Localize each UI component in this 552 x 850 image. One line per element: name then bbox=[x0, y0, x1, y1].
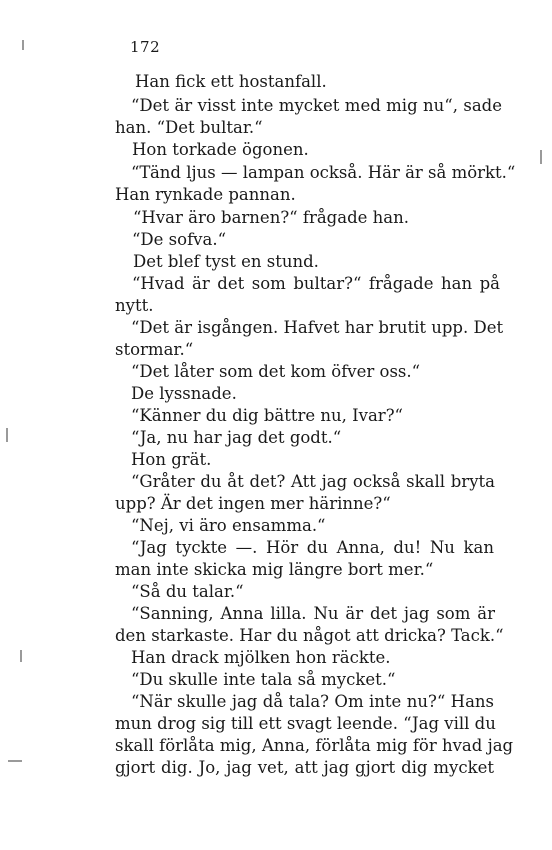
text-line: “Gråter du åt det? Att jag också skall bryta bbox=[131, 472, 495, 491]
page-number: 172 bbox=[130, 38, 161, 56]
text-line: skall förlåta mig, Anna, förlåta mig för hvad jag bbox=[115, 736, 514, 755]
scan-speck bbox=[8, 760, 22, 762]
text-line: nytt. bbox=[115, 296, 154, 315]
text-line: Han rynkade pannan. bbox=[115, 185, 296, 204]
text-line: “Det är isgången. Hafvet har brutit upp. Det bbox=[131, 318, 504, 337]
text-line: upp? Är det ingen mer härinne?“ bbox=[115, 494, 391, 513]
text-line: den starkaste. Har du något att dricka? Tack.“ bbox=[115, 626, 504, 645]
text-line: Han fick ett hostanfall. bbox=[135, 72, 327, 91]
text-line: han. “Det bultar.“ bbox=[115, 118, 263, 137]
text-line: “Det är visst inte mycket med mig nu“, sade bbox=[131, 96, 502, 115]
text-line: Det blef tyst en stund. bbox=[133, 252, 319, 271]
text-line: “De sofva.“ bbox=[132, 230, 227, 249]
scan-speck bbox=[6, 428, 8, 442]
text-line: “Hvad är det som bultar?“ frågade han på bbox=[132, 274, 500, 293]
text-line: “Sanning, Anna lilla. Nu är det jag som är bbox=[131, 604, 495, 623]
text-line: Hon grät. bbox=[131, 450, 212, 469]
text-line: “Så du talar.“ bbox=[131, 582, 244, 601]
text-line: “Känner du dig bättre nu, Ivar?“ bbox=[131, 406, 403, 425]
text-line: “Du skulle inte tala så mycket.“ bbox=[131, 670, 396, 689]
text-line: “Jag tyckte —. Hör du Anna, du! Nu kan bbox=[131, 538, 494, 557]
text-line: Han drack mjölken hon räckte. bbox=[131, 648, 391, 667]
text-line: “Hvar äro barnen?“ frågade han. bbox=[133, 208, 409, 227]
text-line: mun drog sig till ett svagt leende. “Jag vill du bbox=[115, 714, 496, 733]
scan-speck bbox=[540, 150, 542, 164]
text-line: man inte skicka mig längre bort mer.“ bbox=[115, 560, 434, 579]
scan-speck bbox=[22, 40, 24, 50]
text-line: De lyssnade. bbox=[131, 384, 237, 403]
text-line: “Det låter som det kom öfver oss.“ bbox=[131, 362, 421, 381]
text-line: Hon torkade ögonen. bbox=[132, 140, 309, 159]
text-line: “Ja, nu har jag det godt.“ bbox=[131, 428, 342, 447]
text-line: “När skulle jag då tala? Om inte nu?“ Hans bbox=[131, 692, 494, 711]
text-line: gjort dig. Jo, jag vet, att jag gjort dig mycket bbox=[115, 758, 494, 777]
text-line: “Nej, vi äro ensamma.“ bbox=[131, 516, 326, 535]
text-line: stormar.“ bbox=[115, 340, 194, 359]
scan-speck bbox=[20, 650, 22, 662]
text-line: “Tänd ljus — lampan också. Här är så mörkt.“ bbox=[131, 163, 516, 182]
